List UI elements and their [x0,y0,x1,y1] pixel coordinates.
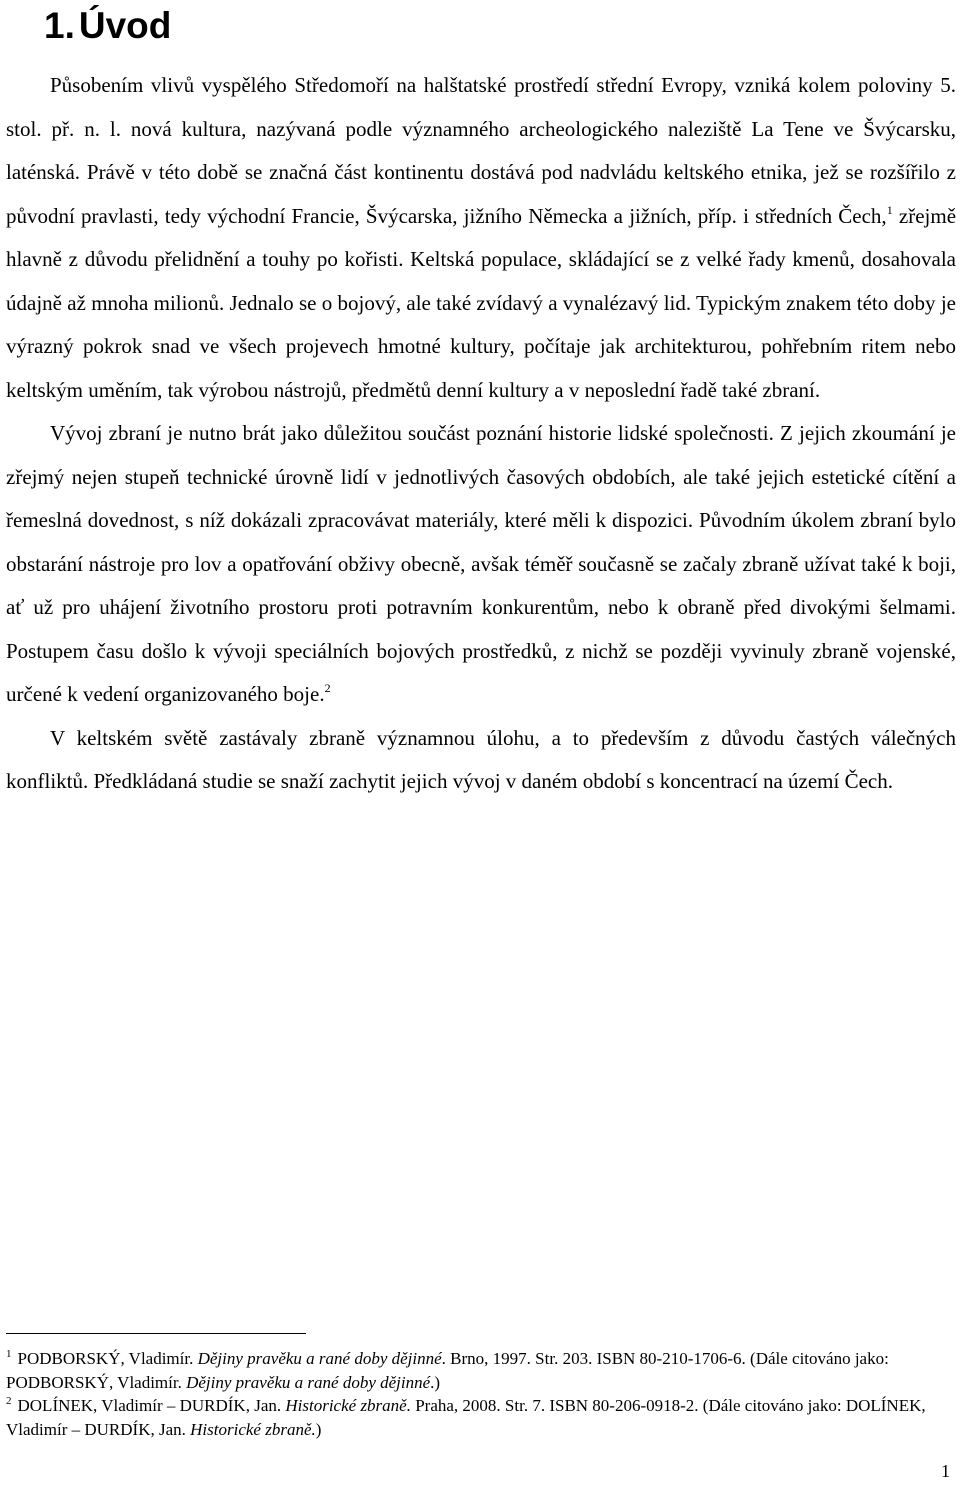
chapter-number: 1. [44,5,75,46]
page-number: 1 [941,1461,950,1481]
footnote-separator [6,1333,306,1334]
paragraph [6,717,956,804]
paragraph-text: Vývoj zbraní je nutno brát jako důležitou součást poznání historie lidské společnosti. Z jejich zkoumání je zřejmý nejen stupeň technické úrovně lidí v jednotlivých časových obdobích, ale také jejich estetické cítění a řemeslná dovednost, s níž dokázali zpracovávat materiály, které měli k dispozici. Původním úkolem zbraní bylo obstarání nástroje pro lov a opatřování obživy obecně, avšak téměř současně se začaly zbraně užívat také k boji, ať už pro uhájení životního prostoru proti potravním konkurentům, nebo k obraně před divokými šelmami. Postupem času došlo k vývoji speciálních bojových prostředků, z nichž se později vyvinuly zbraně vojenské, určené k vedení organizovaného boje. [6,421,956,706]
main-text [6,64,956,804]
footnote-text: Praha, 2008. Str. 7. ISBN 80-206-0918-2. (Dále citováno jako: DOLÍNEK, Vladimír – DURDÍK, Jan. [6,1396,926,1439]
footnote-book-title: Historické zbraně. [190,1419,316,1439]
footnotes [6,1347,956,1441]
footnote-reference: 1 [886,202,893,217]
paragraph-text: V keltském světě zastávaly zbraně významnou úlohu, a to především z důvodu častých válečných konfliktů. Předkládaná studie se snaží zachytit jejich vývoj v daném období s koncentrací na území Čech. [6,725,956,793]
paragraph [6,412,956,717]
paragraph [6,64,956,412]
chapter-title: Úvod [78,5,172,46]
footnote-number: 1 [6,1348,12,1360]
footnote-book-title: Historické zbraně. [285,1396,411,1415]
footnote [6,1394,956,1441]
footnote-text: . Brno, 1997. Str. 203. ISBN 80-210-1706-6. (Dále citováno jako: PODBORSKÝ, Vladimír. [6,1349,889,1392]
chapter-heading [44,4,171,48]
footnote-text: ) [315,1419,322,1439]
footnote-book-title: Dějiny pravěku a rané doby dějinné [197,1349,442,1368]
footnote-text: .) [430,1372,441,1392]
footnote [6,1347,956,1394]
footnote-number: 2 [6,1395,12,1407]
footnote-text: DOLÍNEK, Vladimír – DURDÍK, Jan. [17,1396,286,1415]
footnote-book-title: Dějiny pravěku a rané doby dějinné [186,1372,431,1392]
footnote-text: PODBORSKÝ, Vladimír. [17,1349,198,1368]
paragraph-text: Působením vlivů vyspělého Středomoří na halštatské prostředí střední Evropy, vzniká kolem poloviny 5. stol. př. n. l. nová kultura, nazývaná podle významného archeologického naleziště La Tene ve Švýcarsku, laténská. Právě v této době se značná část kontinentu dostává pod nadvládu keltského etnika, jež se rozšířilo z původní pravlasti, tedy východní Francie, Švýcarska, jižního Německa a jižních, příp. i středních Čech, [6,73,956,228]
footnote-reference: 2 [324,681,331,695]
paragraph-text: zřejmě hlavně z důvodu přelidnění a touhy po kořisti. Keltská populace, skládající se z velké řady kmenů, dosahovala údajně až mnoha milionů. Jednalo se o bojový, ale také zvídavý a vynalézavý lid. Typickým znakem této doby je výrazný pokrok snad ve všech projevech hmotné kultury, počítaje jak architekturou, pohřebním ritem nebo keltským uměním, tak výrobou nástrojů, předmětů denní kultury a v neposlední řadě také zbraní. [6,203,957,402]
